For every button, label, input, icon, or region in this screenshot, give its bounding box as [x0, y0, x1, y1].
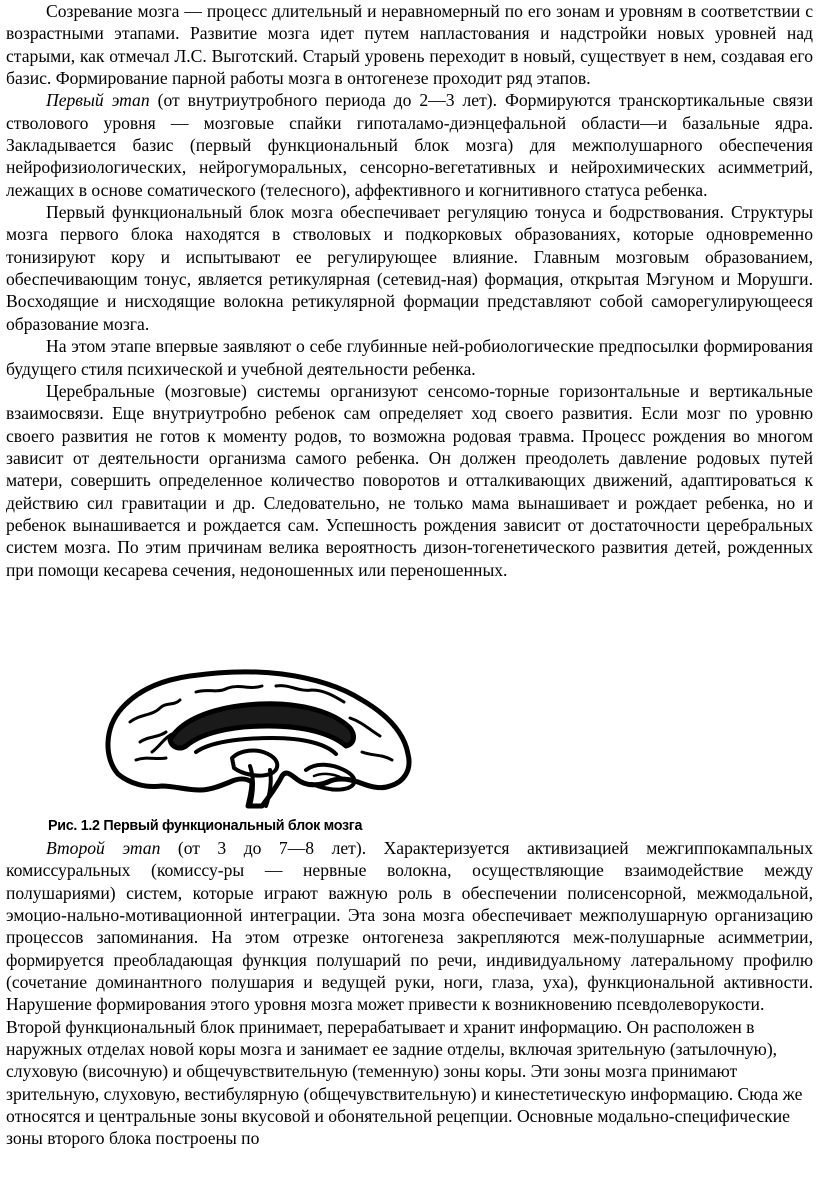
second-stage-text: (от 3 до 7—8 лет). Характеризуется активизацией межгиппокампальных комиссуральных (комиссу-ры — нервные волокна, осуществляющие взаимодействие между полушариями) систем, которые играют важную роль в обеспечении полисенсорной, межмодальной, эмоцио-нальнo-мотивационной интеграции. Эта зона мозга обеспечивает межполушарную организацию процессов запоминания. На этом отрезке онтогенеза закрепляются меж-полушарные асимметрии, формируется преобладающая функция полушарий по речи, индивидуальному латеральному профилю (сочетание доминантного полушария и ведущей руки, ноги, глаза, уха), функциональной активности. Нарушение формирования этого уровня мозга может привести к возникновению псевдолеворукости.: [6, 838, 813, 1015]
text-block-top: [6, 0, 813, 581]
paragraph-first-stage: [6, 89, 813, 201]
paragraph-second-block: Второй функциональный блок принимает, перерабатывает и хранит информацию. Он расположен в наружных отделах новой коры мозга и занимает ее задние отделы, включая зрительную (затылочную), слуховую (височную) и общечувствительную (теменную) зоны коры. Эти зоны мозга принимают зрительную, слуховую, вестибулярную (общечувствительную) и кинестетическую информацию. Сюда же относятся и центральные зоны вкусовой и обонятельной рецепции. Основные модально-специфические зоны второго блока построены по: [6, 1016, 803, 1149]
brain-figure: [100, 666, 440, 810]
first-stage-label: Первый этап: [46, 90, 150, 111]
paragraph-second-stage: [6, 837, 813, 1016]
paragraph-neurobiological: На этом этапе впервые заявляют о себе глубинные ней-робиологические предпосылки формирования будущего стиля психической и учебной деятельности ребенка.: [6, 336, 813, 379]
paragraph-cerebral-systems: Церебральные (мозговые) системы организуют сенсомо-торные горизонтальные и вертикальные взаимосвязи. Еще внутриутробно ребенок сам определяет ход своего развития. Если мозг по уровню своего развития не готов к моменту родов, то возможна родовая травма. Процесс рождения во многом зависит от деятельности организма самого ребенка. Он должен преодолеть давление родовых путей матери, совершить определенное количество поворотов и отталкивающих движений, адаптироваться к действию сил гравитации и др. Следовательно, не только мама вынашивает и рождает ребенка, но и ребенок вынашивается и рождается сам. Успешность рождения зависит от достаточности церебральных систем мозга. По этим причинам велика вероятность дизон-тогенетического развития детей, рожденных при помощи кесарева сечения, недоношенных или переношенных.: [6, 380, 813, 580]
paragraph-intro: Созревание мозга — процесс длительный и неравномерный по его зонам и уровням в соответствии с возрастными этапами. Развитие мозга идет путем напластования и надстройки новых уровней над старыми, как отмечал Л.С. Выготский. Старый уровень переходит в новый, существует в нем, создавая его базис. Формирование парной работы мозга в онтогенезе проходит ряд этапов.: [6, 1, 813, 89]
second-stage-label: Второй этап: [46, 838, 161, 858]
figure-caption: Рис. 1.2 Первый функциональный блок мозга: [48, 818, 363, 834]
brain-sagittal-section-drawing-icon: [100, 666, 440, 810]
paragraph-first-block: Первый функциональный блок мозга обеспечивает регуляцию тонуса и бодрствования. Структуры мозга первого блока находятся в стволовых и подкорковых образованиях, которые одновременно тонизируют кору и испытывают ее регулирующее влияние. Главным мозговым образованием, обеспечивающим тонус, является ретикулярная (сетевид-ная) формация, открытая Мэгуном и Морушги. Восходящие и нисходящие волокна ретикулярной формации представляют собой саморегулирующееся образование мозга.: [6, 202, 813, 334]
text-block-bottom: [6, 837, 813, 1150]
first-stage-text: (от внутриутробного периода до 2—3 лет). Формируются транскортикальные связи стволового уровня — мозговые спайки гипоталамо-диэнцефальной области—и базальные ядра. Закладывается базис (первый функциональный блок мозга) для межполушарного обеспечения нейрофизиологических, нейрогуморальных, сенсорно-вегетативных и нейрохимических асимметрий, лежащих в основе соматического (телесного), аффективного и когнитивного статуса ребенка.: [6, 90, 814, 200]
